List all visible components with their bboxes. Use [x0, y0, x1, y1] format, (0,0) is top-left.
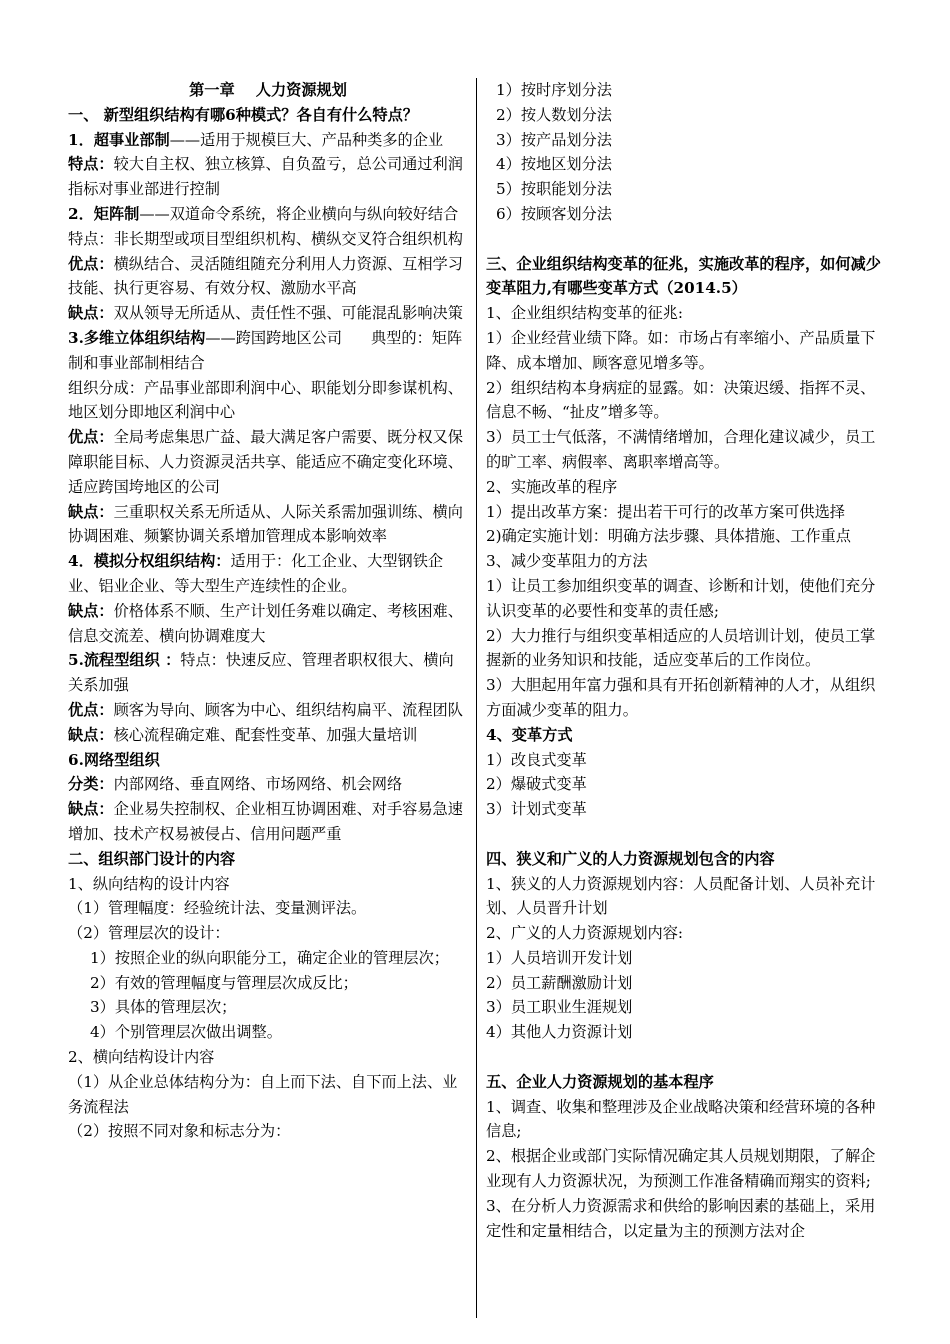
list-item: 4）按地区划分法 — [496, 155, 612, 174]
list-item: 1、纵向结构的设计内容 — [68, 874, 230, 893]
list-item: 4）其他人力资源计划 — [486, 1023, 633, 1042]
paragraph — [68, 301, 468, 326]
term: 3.多维立体组织结构 — [68, 328, 206, 347]
list-item: 2）按人数划分法 — [496, 105, 612, 124]
list-item: 2）有效的管理幅度与管理层次成反比； — [90, 973, 358, 992]
list-item: 1）提出改革方案：提出若干可行的改革方案可供选择 — [486, 502, 845, 521]
spacer — [486, 822, 886, 847]
list-item: 3）员工职业生涯规划 — [486, 998, 633, 1017]
list-item: （2）按照不同对象和标志分为： — [68, 1122, 291, 1141]
list-item: （2）管理层次的设计： — [68, 924, 230, 943]
list-item: 4）个别管理层次做出调整。 — [90, 1023, 282, 1042]
term: 特点： — [68, 155, 114, 174]
list-item: （1）从企业总体结构分为：自上而下法、自下而上法、业务流程法 — [68, 1072, 458, 1116]
paragraph — [68, 152, 468, 202]
term: 优点： — [68, 428, 114, 447]
term: 5.流程型组织 ： — [68, 651, 181, 670]
spacer — [486, 1045, 886, 1070]
right-column — [486, 78, 886, 1243]
text: 价格体系不顺、生产计划任务难以确定、考核困难、信息交流差、横向协调难度大 — [68, 601, 463, 645]
text: 横纵结合、灵活随组随充分利用人力资源、互相学习技能、执行更容易、有效分权、激励水平高 — [68, 254, 463, 298]
text: 适用于：化工企业、大型钢铁企业、铝业企业、等大型生产连续性的企业。 — [68, 552, 444, 595]
paragraph — [68, 425, 468, 499]
list-item: 3、减少变革阻力的方法 — [486, 552, 648, 571]
section-heading: 三、企业组织结构变革的征兆，实施改革的程序，如何减少变革阻力,有哪些变革方式（2014.5） — [486, 254, 881, 298]
text: 特点：快速反应、管理者职权很大、横向关系加强 — [68, 651, 454, 695]
list-item: 2、实施改革的程序 — [486, 477, 618, 496]
list-item: 1）按照企业的纵向职能分工，确定企业的管理层次； — [90, 948, 449, 967]
list-item: 3、在分析人力资源需求和供给的影响因素的基础上，采用定性和定量相结合，以定量为主的预测方法对企 — [486, 1196, 876, 1240]
term: 6.网络型组织 — [68, 750, 160, 769]
list-item: 1）人员培训开发计划 — [486, 948, 633, 967]
text: 核心流程确定难、配套性变革、加强大量培训 — [113, 725, 418, 744]
list-item: 2、横向结构设计内容 — [68, 1048, 215, 1067]
chapter-title: 第一章 人力资源规划 — [189, 81, 347, 99]
section-heading: 一、 新型组织结构有哪6种模式？各自有什么特点？ — [68, 105, 418, 124]
spacer — [486, 227, 886, 252]
term: 缺点： — [68, 601, 114, 620]
list-item: （1）管理幅度：经验统计法、变量测评法。 — [68, 899, 367, 918]
list-item: 1、企业组织结构变革的征兆: — [486, 304, 684, 323]
paragraph — [68, 326, 468, 376]
paragraph — [68, 723, 468, 748]
list-item: 2）组织结构本身病症的显露。如：决策迟缓、指挥不灵、信息不畅、“扯皮”增多等。 — [486, 378, 876, 422]
paragraph — [68, 599, 468, 649]
text: 三重职权关系无所适从、人际关系需加强训练、横向协调困难、频繁协调关系增加管理成本影响效率 — [68, 502, 463, 546]
text: 较大自主权、独立核算、自负盈亏，总公司通过利润指标对事业部进行控制 — [68, 155, 463, 199]
paragraph — [68, 500, 468, 550]
list-item: 3）按产品划分法 — [496, 130, 612, 149]
paragraph: 组织分成：产品事业部即利润中心、职能划分即参谋机构、地区划分即地区利润中心 — [68, 378, 463, 422]
list-item: 5）按职能划分法 — [496, 180, 612, 199]
section-heading: 五、企业人力资源规划的基本程序 — [486, 1072, 714, 1091]
list-item: 1）改良式变革 — [486, 750, 587, 769]
text: ——跨国跨地区公司 典型的：矩阵制和事业部制相结合 — [68, 328, 463, 372]
list-item: 2）员工薪酬激励计划 — [486, 973, 633, 992]
text: ——双道命令系统，将企业横向与纵向较好结合 — [139, 204, 459, 223]
term: 分类： — [68, 775, 114, 794]
term: 缺点： — [68, 800, 114, 819]
paragraph: 特点：非长期型或项目型组织机构、横纵交叉符合组织机构 — [68, 229, 463, 248]
term: 1．超事业部制 — [68, 130, 170, 149]
list-item: 1、狭义的人力资源规划内容：人员配备计划、人员补充计划、人员晋升计划 — [486, 874, 876, 918]
paragraph — [68, 549, 468, 599]
list-item: 2、广义的人力资源规划内容: — [486, 924, 684, 943]
paragraph — [68, 698, 468, 723]
section-heading: 二、组织部门设计的内容 — [68, 849, 236, 868]
text: ——适用于规模巨大、产品种类多的企业 — [169, 130, 444, 149]
list-item: 1）让员工参加组织变革的调查、诊断和计划，使他们充分认识变革的必要性和变革的责任感; — [486, 576, 876, 620]
list-item: 3）大胆起用年富力强和具有开拓创新精神的人才，从组织方面减少变革的阻力。 — [486, 676, 876, 719]
list-item: 1）企业经营业绩下降。如：市场占有率缩小、产品质量下降、成本增加、顾客意见增多等。 — [486, 328, 876, 372]
term: 4．模拟分权组织结构： — [68, 552, 231, 571]
paragraph — [68, 797, 468, 847]
paragraph — [68, 648, 468, 698]
column-divider — [476, 78, 477, 1318]
term: 缺点： — [68, 304, 114, 323]
term: 优点： — [68, 254, 114, 273]
text: 企业易失控制权、企业相互协调困难、对手容易急速增加、技术产权易被侵占、信用问题严重 — [68, 800, 463, 843]
list-item: 2)确定实施计划：明确方法步骤、具体措施、工作重点 — [486, 527, 851, 546]
list-item: 6）按顾客划分法 — [496, 204, 612, 223]
list-item: 2）爆破式变革 — [486, 775, 587, 794]
paragraph — [68, 202, 468, 227]
text: 内部网络、垂直网络、市场网络、机会网络 — [113, 775, 403, 794]
list-item: 1、调查、收集和整理涉及企业战略决策和经营环境的各种信息; — [486, 1097, 876, 1141]
list-item: 3）员工士气低落，不满情绪增加，合理化建议减少，员工的旷工率、病假率、离职率增高等。 — [486, 428, 876, 471]
text: 顾客为导向、顾客为中心、组织结构扁平、流程团队 — [113, 700, 463, 719]
left-column — [68, 78, 468, 1144]
list-item: 2、根据企业或部门实际情况确定其人员规划期限，了解企业现有人力资源状况，为预测工作准备精确而翔实的资料; — [486, 1147, 876, 1191]
list-item: 2）大力推行与组织变革相适应的人员培训计划，使员工掌握新的业务知识和技能，适应变革后的工作岗位。 — [486, 626, 876, 670]
list-item: 1）按时序划分法 — [496, 81, 612, 99]
term: 缺点： — [68, 502, 114, 521]
section-heading: 四、狭义和广义的人力资源规划包含的内容 — [486, 849, 775, 868]
term: 缺点： — [68, 725, 114, 744]
sub-heading: 4、变革方式 — [486, 725, 573, 744]
term: 2．矩阵制 — [68, 204, 140, 223]
list-item: 3）计划式变革 — [486, 800, 587, 819]
paragraph — [68, 772, 468, 797]
text: 双从领导无所适从、责任性不强、可能混乱影响决策 — [113, 304, 463, 323]
list-item: 3）具体的管理层次； — [90, 998, 237, 1017]
term: 优点： — [68, 700, 114, 719]
paragraph — [68, 252, 468, 302]
text: 全局考虑集思广益、最大满足客户需要、既分权又保障职能目标、人力资源灵活共享、能适应不确定变化环境、适应跨国垮地区的公司 — [68, 428, 463, 496]
paragraph — [68, 128, 468, 153]
